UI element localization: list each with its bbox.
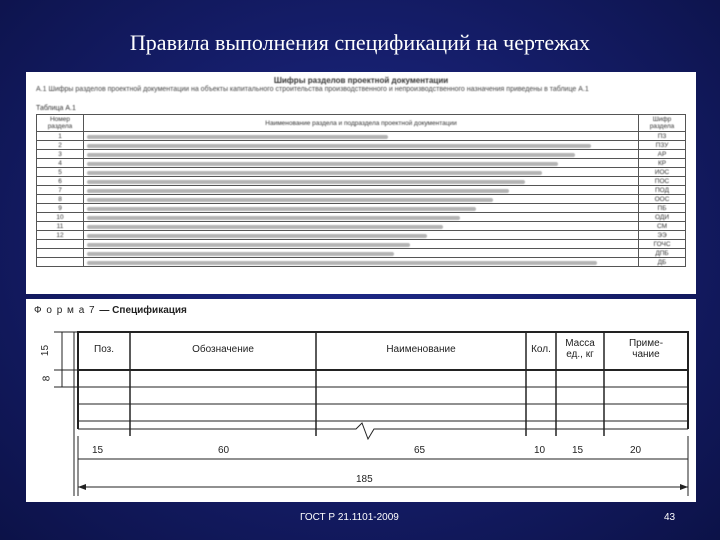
table-row bbox=[37, 258, 686, 267]
section-codes-heading: Шифры разделов проектной документации bbox=[273, 76, 449, 85]
table-label: Таблица А.1 bbox=[36, 105, 76, 112]
row-code: ДБ bbox=[639, 258, 686, 267]
row-name bbox=[84, 231, 639, 240]
row-name bbox=[84, 168, 639, 177]
dim-col-designation: 60 bbox=[218, 445, 230, 456]
row-name bbox=[84, 222, 639, 231]
row-num: 6 bbox=[37, 177, 84, 186]
row-code: ПОД bbox=[639, 186, 686, 195]
dim-col-qty: 10 bbox=[534, 445, 546, 456]
row-num: 1 bbox=[37, 132, 84, 141]
row-name bbox=[84, 249, 639, 258]
row-code: ПБ bbox=[639, 204, 686, 213]
row-num: 11 bbox=[37, 222, 84, 231]
header-mass-line2: ед., кг bbox=[566, 349, 594, 360]
dim-header-height: 15 bbox=[40, 344, 52, 357]
dim-col-name: 65 bbox=[414, 445, 426, 456]
row-name bbox=[84, 132, 639, 141]
row-code: АР bbox=[639, 150, 686, 159]
table-row bbox=[37, 231, 686, 240]
header-note-line2: чание bbox=[632, 349, 660, 360]
row-num bbox=[37, 258, 84, 267]
row-num: 4 bbox=[37, 159, 84, 168]
row-name bbox=[84, 240, 639, 249]
slide-title: Правила выполнения спецификаций на чертежах bbox=[129, 30, 591, 55]
section-codes-subheading: А.1 Шифры разделов проектной документации на объекты капитального строительства производственного и непроизводственного назначения приведены в таблице А.1 bbox=[36, 86, 589, 93]
dim-total-width: 185 bbox=[356, 474, 373, 485]
form-title-suffix: — Спецификация bbox=[99, 305, 187, 316]
header-note-line1: Приме- bbox=[628, 338, 664, 349]
row-code: ДПБ bbox=[639, 249, 686, 258]
table-row bbox=[37, 195, 686, 204]
row-num: 2 bbox=[37, 141, 84, 150]
row-code: ЭЭ bbox=[639, 231, 686, 240]
header-mass bbox=[556, 338, 604, 360]
row-code: ПОС bbox=[639, 177, 686, 186]
row-code: ГОЧС bbox=[639, 240, 686, 249]
row-name bbox=[84, 258, 639, 267]
row-code: ИОС bbox=[639, 168, 686, 177]
table-row bbox=[37, 132, 686, 141]
row-name bbox=[84, 150, 639, 159]
row-code: ОДИ bbox=[639, 213, 686, 222]
row-num: 5 bbox=[37, 168, 84, 177]
row-name bbox=[84, 186, 639, 195]
row-name bbox=[84, 141, 639, 150]
table-row bbox=[37, 204, 686, 213]
col-header-code: Шифр раздела bbox=[639, 115, 686, 132]
table-row bbox=[37, 186, 686, 195]
row-name bbox=[84, 195, 639, 204]
header-mass-line1: Масса bbox=[565, 338, 595, 349]
header-note bbox=[604, 338, 688, 360]
row-name bbox=[84, 159, 639, 168]
header-qty: Кол. bbox=[531, 344, 551, 355]
row-num: 9 bbox=[37, 204, 84, 213]
row-code: СМ bbox=[639, 222, 686, 231]
table-row bbox=[37, 240, 686, 249]
header-pos: Поз. bbox=[94, 344, 114, 355]
row-num: 8 bbox=[37, 195, 84, 204]
row-code: ООС bbox=[639, 195, 686, 204]
header-designation: Обозначение bbox=[192, 344, 254, 355]
row-code: ПЗУ bbox=[639, 141, 686, 150]
page-number: 43 bbox=[664, 512, 676, 523]
dim-col-pos: 15 bbox=[92, 445, 104, 456]
spec-form-drawing bbox=[26, 299, 696, 502]
table-row bbox=[37, 222, 686, 231]
footer-source: ГОСТ Р 21.1101-2009 bbox=[300, 512, 399, 523]
form-title-prefix: Ф о р м а 7 bbox=[34, 305, 96, 316]
dim-col-mass: 15 bbox=[572, 445, 584, 456]
table-row bbox=[37, 141, 686, 150]
row-num bbox=[37, 249, 84, 258]
table-row bbox=[37, 150, 686, 159]
table-row bbox=[37, 249, 686, 258]
table-row bbox=[37, 213, 686, 222]
row-num bbox=[37, 240, 84, 249]
row-num: 10 bbox=[37, 213, 84, 222]
section-codes-panel bbox=[26, 72, 696, 294]
dim-row-height: 8 bbox=[41, 375, 53, 382]
section-codes-table bbox=[36, 114, 686, 267]
table-row bbox=[37, 177, 686, 186]
row-name bbox=[84, 204, 639, 213]
col-header-num: Номер раздела bbox=[37, 115, 84, 132]
spec-form-panel bbox=[26, 299, 696, 502]
table-row bbox=[37, 159, 686, 168]
col-header-name: Наименование раздела и подраздела проектной документации bbox=[84, 115, 639, 132]
dim-col-note: 20 bbox=[630, 445, 642, 456]
row-num: 12 bbox=[37, 231, 84, 240]
table-row bbox=[37, 168, 686, 177]
row-name bbox=[84, 213, 639, 222]
row-code: ПЗ bbox=[639, 132, 686, 141]
row-code: КР bbox=[639, 159, 686, 168]
row-num: 3 bbox=[37, 150, 84, 159]
row-num: 7 bbox=[37, 186, 84, 195]
header-name: Наименование bbox=[386, 344, 456, 355]
row-name bbox=[84, 177, 639, 186]
